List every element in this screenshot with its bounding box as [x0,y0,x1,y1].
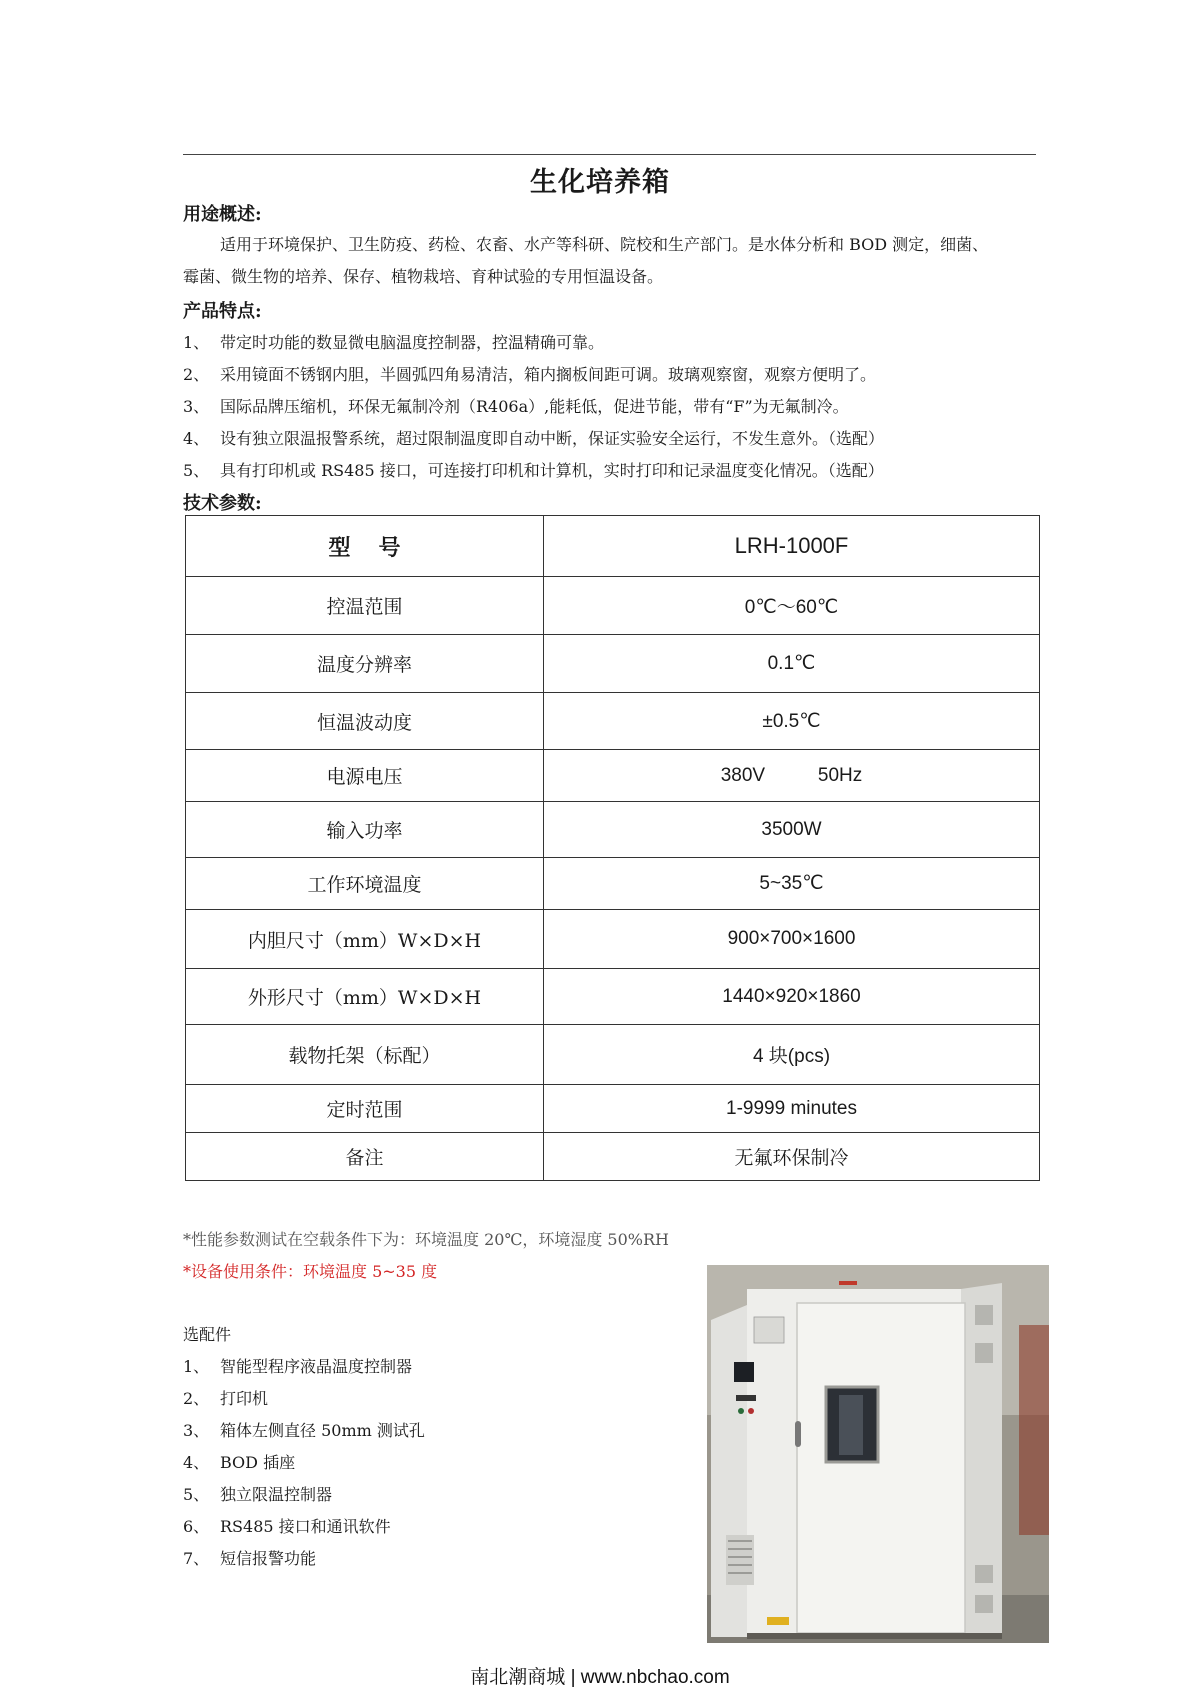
spec-value: 380V 50Hz [544,750,1040,802]
table-row [186,1025,1040,1085]
options-heading: 选配件 [183,1325,232,1344]
table-row [186,802,1040,858]
feature-item: 2、 采用镜面不锈钢内胆，半圆弧四角易清洁，箱内搁板间距可调。玻璃观察窗，观察方便明了。 [183,365,877,384]
option-item: 7、 短信报警功能 [183,1549,317,1568]
spec-value: 3500W [544,802,1040,858]
table-row [186,910,1040,969]
spec-key: 输入功率 [186,802,544,858]
spec-key: 载物托架（标配） [186,1025,544,1085]
option-item: 6、 RS485 接口和通讯软件 [183,1517,391,1536]
specs-heading: 技术参数: [183,493,262,514]
option-item: 5、 独立限温控制器 [183,1485,333,1504]
spec-table [185,515,1040,1181]
option-item: 3、 箱体左侧直径 50mm 测试孔 [183,1421,425,1440]
spec-value: ±0.5℃ [544,693,1040,750]
usage-heading: 用途概述: [183,204,262,225]
spec-key: 工作环境温度 [186,858,544,910]
spec-key: 温度分辨率 [186,635,544,693]
spec-key: 外形尺寸（mm）W×D×H [186,969,544,1025]
spec-key: 定时范围 [186,1085,544,1133]
features-heading: 产品特点: [183,301,262,322]
spec-value: 5~35℃ [544,858,1040,910]
spec-key: 恒温波动度 [186,693,544,750]
option-item: 2、 打印机 [183,1389,269,1408]
feature-item: 3、 国际品牌压缩机，环保无氟制冷剂（R406a）,能耗低，促进节能，带有“F”为无氟制冷。 [183,397,849,416]
usage-line-1: 适用于环境保护、卫生防疫、药检、农畜、水产等科研、院校和生产部门。是水体分析和 BOD 测定，细菌、 [220,235,989,254]
table-row [186,858,1040,910]
table-row [186,635,1040,693]
feature-item: 1、 带定时功能的数显微电脑温度控制器，控温精确可靠。 [183,333,605,352]
use-condition-note: *设备使用条件：环境温度 5~35 度 [183,1262,438,1281]
spec-key: 型号 [186,516,544,577]
usage-line-2: 霉菌、微生物的培养、保存、植物栽培、育种试验的专用恒温设备。 [183,267,664,286]
feature-item: 4、 设有独立限温报警系统，超过限制温度即自动中断，保证实验安全运行，不发生意外。（选配） [183,429,885,448]
spec-key: 内胆尺寸（mm）W×D×H [186,910,544,969]
spec-value: 4 块(pcs) [544,1025,1040,1085]
table-row [186,516,1040,577]
feature-item: 5、 具有打印机或 RS485 接口，可连接打印机和计算机，实时打印和记录温度变化情况。（选配） [183,461,884,480]
option-item: 4、 BOD 插座 [183,1453,296,1472]
spec-key: 电源电压 [186,750,544,802]
spec-value: 1440×920×1860 [544,969,1040,1025]
table-row [186,693,1040,750]
incubator-illustration [707,1265,1049,1643]
spec-value: LRH-1000F [544,516,1040,577]
spec-value: 0.1℃ [544,635,1040,693]
page-title: 生化培养箱 [530,167,670,198]
option-item: 1、 智能型程序液晶温度控制器 [183,1357,413,1376]
table-row [186,1133,1040,1181]
spec-key: 备注 [186,1133,544,1181]
table-row [186,1085,1040,1133]
incubator-photo [707,1265,1049,1643]
spec-key: 控温范围 [186,577,544,635]
spec-value: 无氟环保制冷 [544,1133,1040,1181]
footer-brand: 南北潮商城 | www.nbchao.com [470,1667,730,1688]
table-row [186,577,1040,635]
spec-value: 900×700×1600 [544,910,1040,969]
spec-value: 1-9999 minutes [544,1085,1040,1133]
table-row [186,969,1040,1025]
test-condition-note: *性能参数测试在空载条件下为：环境温度 20℃，环境湿度 50%RH [183,1230,669,1249]
spec-value: 0℃～60℃ [544,577,1040,635]
top-rule [183,154,1036,155]
table-row [186,750,1040,802]
